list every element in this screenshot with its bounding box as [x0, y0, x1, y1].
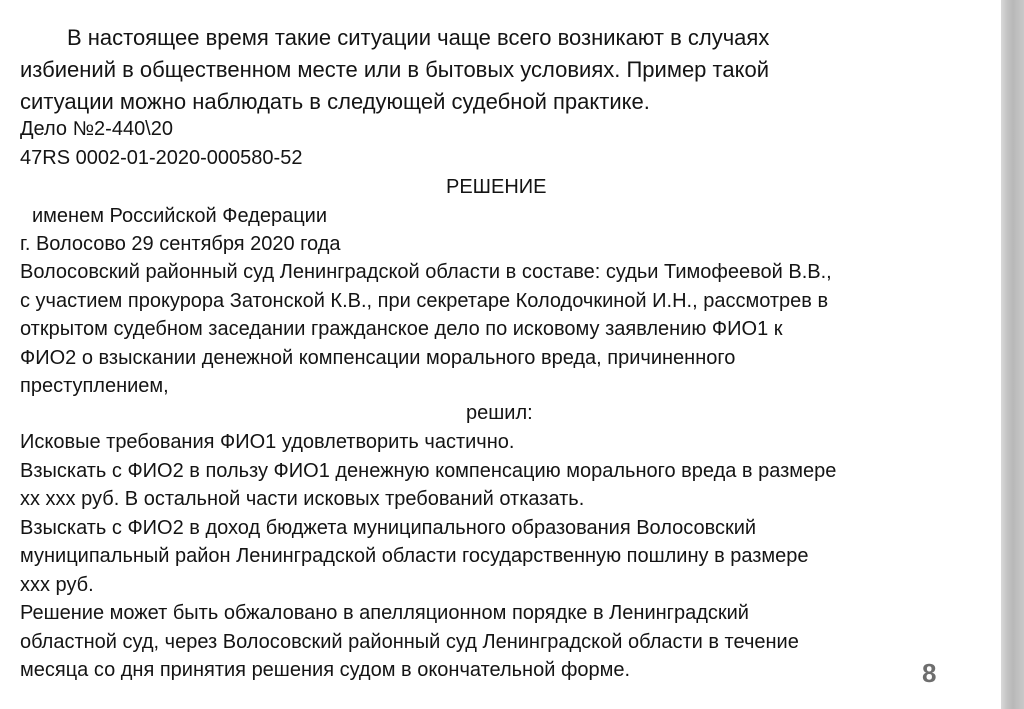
place-date: г. Волосово 29 сентября 2020 года — [20, 233, 341, 255]
decision-title: РЕШЕНИЕ — [446, 176, 547, 198]
slide-edge-bar — [1001, 0, 1024, 709]
intro-line-1: В настоящее время такие ситуации чаще всего возникают в случаях — [67, 25, 770, 50]
ruling-line-4: Взыскать с ФИО2 в доход бюджета муниципального образования Волосовский — [20, 517, 757, 539]
resolved-heading: решил: — [466, 402, 533, 424]
court-paragraph-line-3: открытом судебном заседании гражданское дело по исковому заявлению ФИО1 к — [20, 318, 783, 340]
ruling-line-5: муниципальный район Ленинградской области государственную пошлину в размере — [20, 545, 809, 567]
intro-line-3: ситуации можно наблюдать в следующей судебной практике. — [20, 89, 650, 114]
ruling-line-2: Взыскать с ФИО2 в пользу ФИО1 денежную компенсацию морального вреда в размере — [20, 460, 837, 482]
ruling-line-6: ххх руб. — [20, 574, 94, 596]
ruling-line-9: месяца со дня принятия решения судом в окончательной форме. — [20, 659, 631, 681]
ruling-line-1: Исковые требования ФИО1 удовлетворить частично. — [20, 431, 515, 453]
court-paragraph-line-1: Волосовский районный суд Ленинградской области в составе: судьи Тимофеевой В.В., — [20, 261, 832, 283]
ruling-line-8: областной суд, через Волосовский районный суд Ленинградской области в течение — [20, 631, 799, 653]
ruling-line-3: хх ххх руб. В остальной части исковых требований отказать. — [20, 488, 585, 510]
court-paragraph-line-2: с участием прокурора Затонской К.В., при секретаре Колодочкиной И.Н., рассмотрев в — [20, 290, 829, 312]
case-id: 47RS 0002-01-2020-000580-52 — [20, 147, 303, 169]
court-paragraph-line-4: ФИО2 о взыскании денежной компенсации морального вреда, причиненного — [20, 347, 736, 369]
court-paragraph-line-5: преступлением, — [20, 375, 169, 397]
page-number: 8 — [922, 658, 937, 688]
intro-line-2: избиений в общественном месте или в бытовых условиях. Пример такой — [20, 57, 769, 82]
federation-line: именем Российской Федерации — [32, 205, 327, 227]
case-number: Дело №2-440\20 — [20, 118, 173, 140]
ruling-line-7: Решение может быть обжаловано в апелляционном порядке в Ленинградский — [20, 602, 749, 624]
